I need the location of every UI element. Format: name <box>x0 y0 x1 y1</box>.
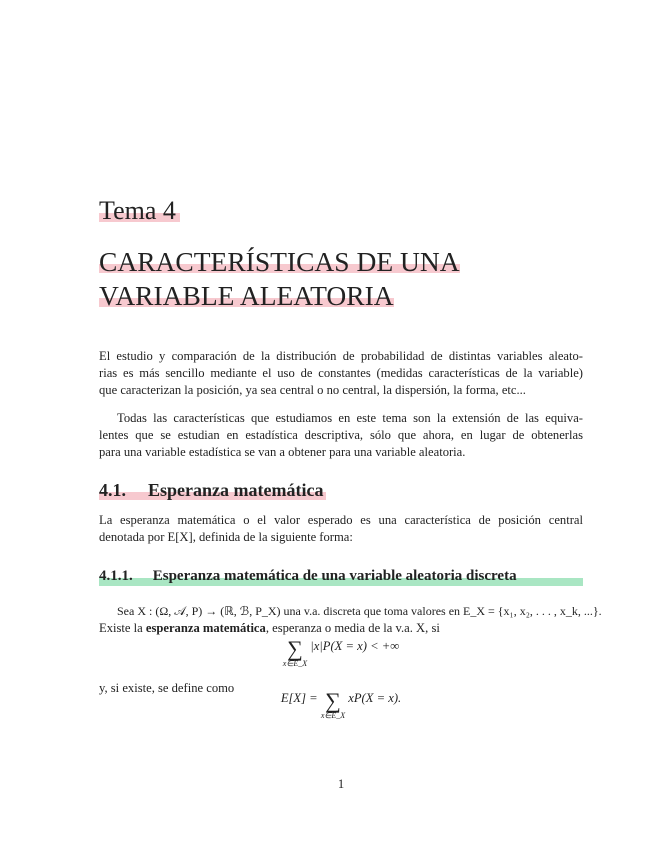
bold-term: esperanza matemática <box>145 621 266 635</box>
paragraph-line: La esperanza matemática o el valor esperado es una característica de posición central <box>99 513 583 527</box>
chapter-title-line-2: VARIABLE ALEATORIA <box>99 280 394 311</box>
paragraph-line: rias es más sencillo mediante el uso de constantes (medidas características de la variable) <box>99 366 583 380</box>
subsection-heading: 4.1.1. Esperanza matemática de una variable aleatoria discreta <box>99 568 583 585</box>
paragraph-line: denotada por E[X], definida de la siguiente forma: <box>99 530 353 544</box>
paragraph-line: para una variable estadística se van a obtener para una variable aleatoria. <box>99 445 466 459</box>
equation-2: E[X] = ∑ x∈E_X xP(X = x). <box>280 688 402 720</box>
paragraph-line: El estudio y comparación de la distribución de probabilidad de distintas variables aleato- <box>99 349 583 363</box>
paragraph-line: lentes que se estudian en estadística descriptiva, sólo que ahora, en lugar de obtenerlas <box>99 428 583 442</box>
chapter-label: Tema 4 <box>99 196 176 226</box>
chapter-title-line-1: CARACTERÍSTICAS DE UNA <box>99 246 460 277</box>
paragraph-line: que caracterizan la posición, ya sea central o no central, la dispersión, la forma, etc... <box>99 383 526 397</box>
section-heading: 4.1. Esperanza matemática <box>99 480 323 501</box>
paragraph-line: y, si existe, se define como <box>99 681 235 695</box>
paragraph-line: Todas las características que estudiamos en este tema son la extensión de las equiva- <box>117 411 583 425</box>
paragraph-line: Existe la esperanza matemática, esperanza o media de la v.a. X, si <box>99 621 440 635</box>
page-number: 1 <box>337 777 345 791</box>
equation-1: ∑ x∈E_X |x|P(X = x) < +∞ <box>282 636 400 668</box>
paragraph-line: Sea X : (Ω, 𝒜, P) → (ℝ, ℬ, P_X) una v.a. discreta que toma valores en E_X = {x₁, x₂, . . . , x_k, ...}. <box>117 604 602 618</box>
